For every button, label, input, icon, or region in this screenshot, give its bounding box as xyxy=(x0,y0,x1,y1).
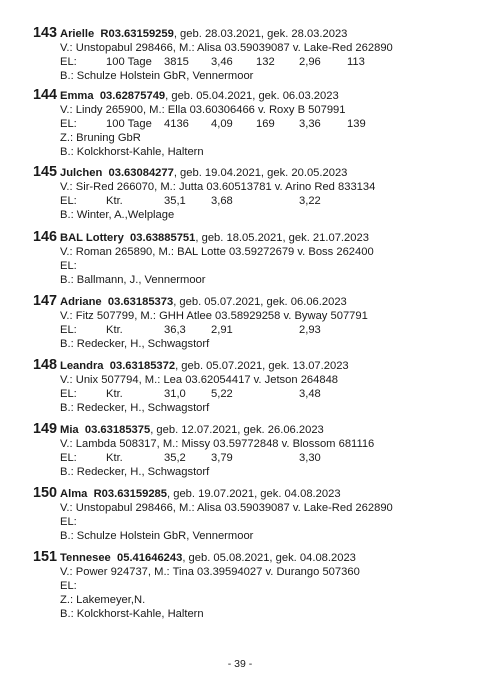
performance-line xyxy=(33,55,473,69)
owner-line: B.: Schulze Holstein GbR, Vennermoor xyxy=(60,530,254,542)
registration-number: 05.41646243 xyxy=(117,552,183,564)
entry-number: 147 xyxy=(33,293,58,309)
pedigree-line: V.: Power 924737, M.: Tina 03.39594027 v. Durango 507360 xyxy=(60,566,360,578)
entry-146 xyxy=(33,229,473,287)
pedigree-line: V.: Lindy 265900, M.: Ella 03.60306466 v. Roxy B 507991 xyxy=(60,104,346,116)
el-protein-percent: 2,93 xyxy=(299,324,321,336)
entry-144 xyxy=(33,87,473,159)
el-milk: 31,0 xyxy=(164,388,186,400)
el-protein-kg: 113 xyxy=(347,56,365,68)
el-milk: 36,3 xyxy=(164,324,186,336)
entry-147 xyxy=(33,293,473,351)
el-period: Ktr. xyxy=(106,195,123,207)
el-protein-percent: 3,22 xyxy=(299,195,321,207)
entry-143 xyxy=(33,25,473,83)
el-fat-percent: 2,91 xyxy=(211,324,233,336)
el-fat-kg: 132 xyxy=(256,56,275,68)
owner-line: B.: Redecker, H., Schwagstorf xyxy=(60,402,210,414)
el-fat-percent: 5,22 xyxy=(211,388,233,400)
entry-header xyxy=(33,164,473,180)
el-protein-percent: 2,96 xyxy=(299,56,321,68)
entry-145 xyxy=(33,164,473,222)
registration-number: 03.62875749 xyxy=(99,90,166,102)
el-milk: 35,2 xyxy=(164,452,186,464)
entry-header xyxy=(33,485,473,501)
el-label: EL: xyxy=(60,388,77,400)
registration-number: 03.63885751 xyxy=(130,232,196,244)
pedigree-line: V.: Unstopabul 298466, M.: Alisa 03.59039087 v. Lake-Red 262890 xyxy=(60,42,393,54)
el-label: EL: xyxy=(60,516,77,528)
birth-calving-dates: , geb. 19.07.2021, gek. 04.08.2023 xyxy=(167,488,341,500)
animal-name: BAL Lottery xyxy=(60,232,124,244)
owner-line: B.: Schulze Holstein GbR, Vennermoor xyxy=(60,70,254,82)
birth-calving-dates: , geb. 05.07.2021, gek. 06.06.2023 xyxy=(173,296,347,308)
animal-name: Emma xyxy=(60,90,94,102)
pedigree-line: V.: Sir-Red 266070, M.: Jutta 03.60513781 v. Arino Red 833134 xyxy=(60,181,376,193)
birth-calving-dates: , geb. 05.07.2021, gek. 13.07.2023 xyxy=(175,360,349,372)
animal-name: Arielle xyxy=(60,28,95,40)
el-period: Ktr. xyxy=(106,388,123,400)
birth-calving-dates: , geb. 18.05.2021, gek. 21.07.2023 xyxy=(195,232,369,244)
el-fat-percent: 3,46 xyxy=(211,56,233,68)
el-period: 100 Tage xyxy=(106,118,152,130)
el-label: EL: xyxy=(60,56,77,68)
animal-name: Tennesee xyxy=(60,552,111,564)
registration-number: 03.63185373 xyxy=(107,296,174,308)
entry-header xyxy=(33,293,473,309)
entry-number: 146 xyxy=(33,229,58,245)
breeder-line: Z.: Lakemeyer,N. xyxy=(60,594,146,606)
registration-number: 03.63185372 xyxy=(109,360,176,372)
birth-calving-dates: , geb. 28.03.2021, gek. 28.03.2023 xyxy=(173,28,348,40)
registration-number: R03.63159259 xyxy=(100,28,174,40)
el-milk: 4136 xyxy=(164,118,189,130)
animal-name: Julchen xyxy=(60,167,103,179)
animal-name: Leandra xyxy=(60,360,104,372)
entry-number: 148 xyxy=(33,357,58,373)
performance-line xyxy=(33,579,473,593)
entry-150 xyxy=(33,485,473,543)
entry-148 xyxy=(33,357,473,415)
entry-header xyxy=(33,357,473,373)
owner-line: B.: Redecker, H., Schwagstorf xyxy=(60,338,210,350)
el-label: EL: xyxy=(60,195,77,207)
performance-line xyxy=(33,259,473,273)
owner-line: B.: Kolckhorst-Kahle, Haltern xyxy=(60,146,204,158)
animal-name: Mia xyxy=(60,424,79,436)
el-protein-percent: 3,36 xyxy=(299,118,321,130)
birth-calving-dates: , geb. 19.04.2021, gek. 20.05.2023 xyxy=(173,167,348,179)
entry-number: 145 xyxy=(33,164,58,180)
el-milk: 35,1 xyxy=(164,195,186,207)
el-fat-kg: 169 xyxy=(256,118,275,130)
el-protein-percent: 3,48 xyxy=(299,388,321,400)
entry-number: 149 xyxy=(33,421,58,437)
performance-line xyxy=(33,117,473,131)
el-label: EL: xyxy=(60,118,77,130)
registration-number: 03.63185375 xyxy=(84,424,151,436)
performance-line xyxy=(33,194,473,208)
owner-line: B.: Ballmann, J., Vennermoor xyxy=(60,274,206,286)
birth-calving-dates: , geb. 05.04.2021, gek. 06.03.2023 xyxy=(165,90,339,102)
registration-number: 03.63084277 xyxy=(108,167,174,179)
pedigree-line: V.: Lambda 508317, M.: Missy 03.59772848 v. Blossom 681116 xyxy=(60,438,375,450)
pedigree-line: V.: Unstopabul 298466, M.: Alisa 03.59039087 v. Lake-Red 262890 xyxy=(60,502,393,514)
entry-header xyxy=(33,549,473,565)
el-fat-percent: 3,79 xyxy=(211,452,233,464)
el-period: Ktr. xyxy=(106,324,123,336)
pedigree-line: V.: Unix 507794, M.: Lea 03.62054417 v. Jetson 264848 xyxy=(60,374,339,386)
el-label: EL: xyxy=(60,580,77,592)
entry-number: 151 xyxy=(33,549,58,565)
performance-line xyxy=(33,515,473,529)
el-label: EL: xyxy=(60,452,77,464)
pedigree-line: V.: Fitz 507799, M.: GHH Atlee 03.58929258 v. Byway 507791 xyxy=(60,310,368,322)
el-label: EL: xyxy=(60,324,77,336)
pedigree-line: V.: Roman 265890, M.: BAL Lotte 03.59272679 v. Boss 262400 xyxy=(60,246,374,258)
birth-calving-dates: , geb. 05.08.2021, gek. 04.08.2023 xyxy=(182,552,356,564)
animal-name: Alma xyxy=(60,488,88,500)
el-label: EL: xyxy=(60,260,77,272)
performance-line xyxy=(33,387,473,401)
entry-number: 143 xyxy=(33,25,58,41)
owner-line: B.: Winter, A.,Welplage xyxy=(60,209,175,221)
page-number: - 39 - xyxy=(227,658,253,670)
birth-calving-dates: , geb. 12.07.2021, gek. 26.06.2023 xyxy=(150,424,324,436)
animal-name: Adriane xyxy=(60,296,102,308)
el-protein-kg: 139 xyxy=(347,118,366,130)
el-period: Ktr. xyxy=(106,452,123,464)
entry-header xyxy=(33,229,473,245)
performance-line xyxy=(33,323,473,337)
entry-number: 150 xyxy=(33,485,58,501)
entry-number: 144 xyxy=(33,87,58,103)
entry-header xyxy=(33,87,473,103)
el-protein-percent: 3,30 xyxy=(299,452,321,464)
entry-149 xyxy=(33,421,473,479)
owner-line: B.: Kolckhorst-Kahle, Haltern xyxy=(60,608,204,620)
entry-151 xyxy=(33,549,473,621)
el-milk: 3815 xyxy=(164,56,189,68)
owner-line: B.: Redecker, H., Schwagstorf xyxy=(60,466,210,478)
el-period: 100 Tage xyxy=(106,56,152,68)
performance-line xyxy=(33,451,473,465)
el-fat-percent: 3,68 xyxy=(211,195,233,207)
registration-number: R03.63159285 xyxy=(93,488,167,500)
entry-header xyxy=(33,421,473,437)
el-fat-percent: 4,09 xyxy=(211,118,233,130)
entry-header xyxy=(33,25,473,41)
breeder-line: Z.: Bruning GbR xyxy=(60,132,141,144)
